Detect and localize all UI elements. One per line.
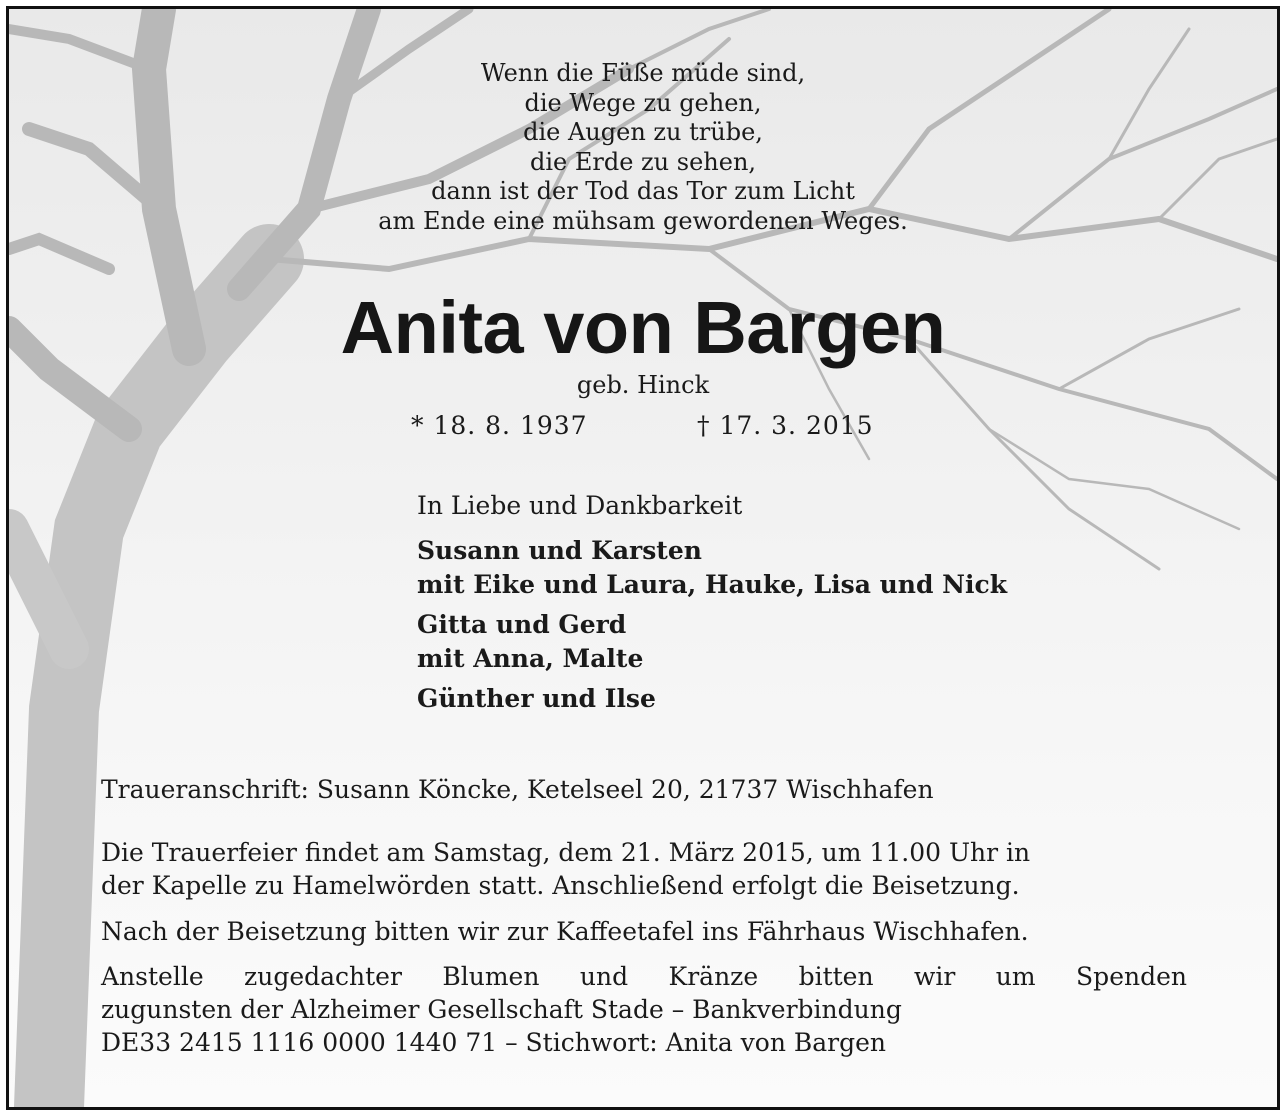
donation-line: Anstelle zugedachter Blumen und Kränze bitten wir um Spenden bbox=[101, 962, 1187, 991]
donation-line: zugunsten der Alzheimer Gesellschaft Stade – Bankverbindung bbox=[101, 995, 902, 1024]
born-name: geb. Hinck bbox=[576, 371, 710, 399]
poem-line: dann ist der Tod das Tor zum Licht bbox=[431, 177, 855, 205]
family-group bbox=[417, 608, 1007, 676]
deceased-name: Anita von Bargen bbox=[340, 286, 946, 369]
family-line: Gitta und Gerd bbox=[417, 610, 627, 639]
family-line: mit Eike und Laura, Hauke, Lisa und Nick bbox=[417, 570, 1008, 599]
family-line: Susann und Karsten bbox=[417, 536, 702, 565]
ceremony-info bbox=[101, 836, 1187, 902]
death-date: † 17. 3. 2015 bbox=[697, 411, 874, 440]
family-line: Günther und Ilse bbox=[417, 684, 656, 713]
poem bbox=[9, 59, 1277, 236]
ceremony-line: Die Trauerfeier findet am Samstag, dem 21. März 2015, um 11.00 Uhr in bbox=[101, 838, 1031, 867]
ceremony-line: der Kapelle zu Hamelwörden statt. Anschließend erfolgt die Beisetzung. bbox=[101, 871, 1020, 900]
mourners-intro: In Liebe und Dankbarkeit bbox=[417, 491, 743, 520]
poem-line: Wenn die Füße müde sind, bbox=[480, 59, 806, 87]
poem-line: die Erde zu sehen, bbox=[529, 147, 757, 176]
birth-date: * 18. 8. 1937 bbox=[411, 411, 588, 440]
poem-line: die Wege zu gehen, bbox=[524, 88, 762, 117]
family-line: mit Anna, Malte bbox=[417, 644, 644, 673]
reception-info: Nach der Beisetzung bitten wir zur Kaffeetafel ins Fährhaus Wischhafen. bbox=[101, 917, 1029, 946]
family-group bbox=[417, 682, 1007, 716]
obituary-notice bbox=[6, 6, 1280, 1110]
mourning-address: Traueranschrift: Susann Köncke, Ketelseel 20, 21737 Wischhafen bbox=[101, 775, 934, 804]
donation-line: DE33 2415 1116 0000 1440 71 – Stichwort: Anita von Bargen bbox=[101, 1028, 887, 1057]
family-group bbox=[417, 534, 1007, 602]
poem-line: am Ende eine mühsam gewordenen Weges. bbox=[378, 206, 908, 235]
mourners-list bbox=[417, 491, 1007, 722]
poem-line: die Augen zu trübe, bbox=[523, 118, 763, 146]
donation-info bbox=[101, 960, 1187, 1059]
